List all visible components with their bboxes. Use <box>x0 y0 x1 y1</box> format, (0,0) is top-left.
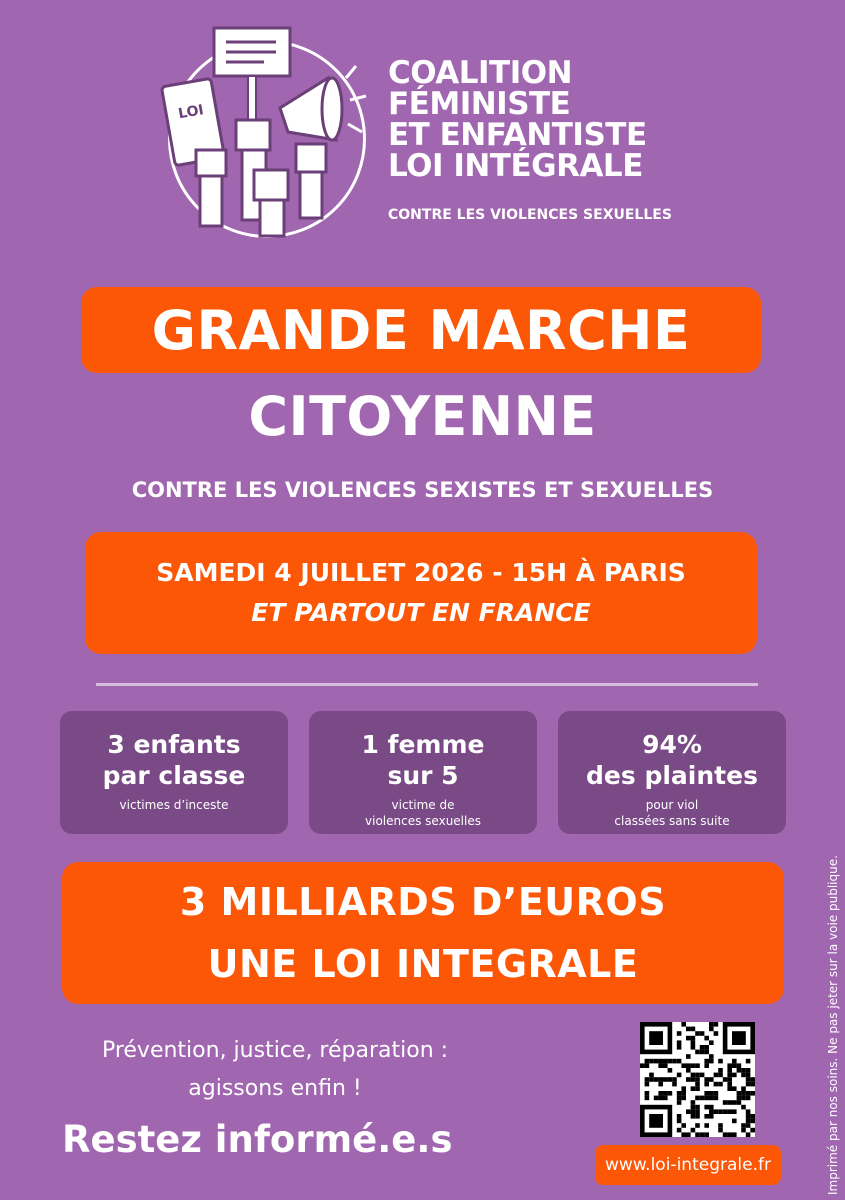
qr-module <box>714 1096 719 1101</box>
stat-card-incest <box>60 711 288 834</box>
qr-module <box>750 1128 755 1133</box>
qr-module <box>718 1073 723 1078</box>
qr-module <box>695 1105 700 1110</box>
qr-module <box>654 1059 659 1064</box>
qr-module <box>658 1096 663 1101</box>
qr-module <box>645 1096 650 1101</box>
qr-module <box>649 1077 654 1082</box>
qr-module <box>640 1063 645 1068</box>
qr-module <box>649 1073 654 1078</box>
coalition-subtitle: CONTRE LES VIOLENCES SEXUELLES <box>388 207 672 223</box>
qr-module <box>727 1100 732 1105</box>
qr-code-icon[interactable] <box>640 1022 755 1137</box>
qr-module <box>681 1063 686 1068</box>
qr-module <box>681 1022 686 1027</box>
stay-informed-text: Restez informé.e.s <box>62 1118 453 1161</box>
qr-module <box>704 1096 709 1101</box>
demand-line1: 3 MILLIARDS D’EUROS <box>179 880 667 924</box>
qr-module <box>649 1031 663 1045</box>
qr-module <box>691 1128 696 1133</box>
qr-module <box>750 1119 755 1124</box>
qr-module <box>658 1082 663 1087</box>
qr-module <box>663 1091 668 1096</box>
qr-module <box>663 1063 668 1068</box>
qr-module <box>677 1040 682 1045</box>
stat-big-line: par classe <box>102 761 246 790</box>
qr-module <box>741 1123 746 1128</box>
qr-module <box>727 1073 732 1078</box>
qr-module <box>695 1050 700 1055</box>
stat-small-line <box>558 797 786 829</box>
qr-module <box>658 1077 663 1082</box>
title-line1: GRANDE MARCHE <box>151 298 691 362</box>
qr-module <box>741 1073 746 1078</box>
qr-module <box>672 1059 677 1064</box>
qr-module <box>741 1096 746 1101</box>
qr-module <box>658 1063 663 1068</box>
qr-module <box>645 1063 650 1068</box>
prevention-line: Prévention, justice, réparation : <box>101 1038 449 1063</box>
qr-module <box>718 1059 723 1064</box>
qr-module <box>709 1077 714 1082</box>
qr-module <box>704 1050 709 1055</box>
qr-module <box>704 1082 709 1087</box>
stat-card-complaints <box>558 711 786 834</box>
qr-module <box>718 1068 723 1073</box>
qr-module <box>691 1100 696 1105</box>
qr-module <box>695 1109 700 1114</box>
qr-module <box>732 1063 737 1068</box>
qr-module <box>746 1123 751 1128</box>
qr-module <box>695 1077 700 1082</box>
stat-card-women <box>309 711 537 834</box>
qr-module <box>750 1082 755 1087</box>
qr-module <box>672 1077 677 1082</box>
qr-module <box>741 1091 746 1096</box>
qr-module <box>732 1109 737 1114</box>
qr-module <box>750 1114 755 1119</box>
qr-module <box>709 1105 714 1110</box>
qr-module <box>704 1059 709 1064</box>
qr-module <box>746 1114 751 1119</box>
qr-module <box>714 1091 719 1096</box>
qr-module <box>709 1054 714 1059</box>
qr-module <box>695 1114 700 1119</box>
stat-small-text: violences sexuelles <box>365 814 481 828</box>
stat-small-text: pour viol <box>645 798 699 812</box>
qr-module <box>681 1091 686 1096</box>
qr-module <box>645 1059 650 1064</box>
qr-module <box>750 1091 755 1096</box>
qr-module <box>663 1059 668 1064</box>
qr-module <box>695 1082 700 1087</box>
qr-module <box>658 1059 663 1064</box>
qr-module <box>691 1114 696 1119</box>
qr-module <box>668 1059 673 1064</box>
qr-module <box>723 1100 728 1105</box>
qr-module <box>658 1091 663 1096</box>
qr-module <box>700 1031 705 1036</box>
qr-module <box>695 1063 700 1068</box>
qr-module <box>732 1086 737 1091</box>
qr-module <box>691 1040 696 1045</box>
qr-module <box>709 1091 714 1096</box>
title-banner <box>81 287 761 373</box>
qr-module <box>704 1045 709 1050</box>
qr-module <box>686 1068 691 1073</box>
qr-module <box>681 1096 686 1101</box>
stat-small-line: victimes d’inceste <box>119 798 229 812</box>
prevention-text <box>40 1032 510 1108</box>
qr-module <box>704 1114 709 1119</box>
qr-module <box>677 1031 682 1036</box>
qr-module <box>645 1091 650 1096</box>
qr-module <box>704 1036 709 1041</box>
qr-module <box>718 1082 723 1087</box>
qr-module <box>681 1123 686 1128</box>
qr-module <box>691 1073 696 1078</box>
qr-module <box>691 1105 696 1110</box>
qr-module <box>746 1082 751 1087</box>
qr-module <box>704 1077 709 1082</box>
qr-module <box>718 1109 723 1114</box>
qr-module <box>714 1109 719 1114</box>
qr-module <box>704 1105 709 1110</box>
qr-module <box>746 1091 751 1096</box>
qr-module <box>691 1086 696 1091</box>
qr-module <box>686 1109 691 1114</box>
qr-module <box>700 1045 705 1050</box>
stat-small-line <box>309 797 537 829</box>
megaphone-icon <box>280 66 366 140</box>
qr-module <box>709 1022 714 1027</box>
location-line: ET PARTOUT EN FRANCE <box>251 598 591 627</box>
qr-module <box>709 1027 714 1032</box>
qr-module <box>654 1077 659 1082</box>
event-subtitle: CONTRE LES VIOLENCES SEXISTES ET SEXUELLES <box>131 478 714 502</box>
qr-module <box>709 1040 714 1045</box>
qr-module <box>723 1109 728 1114</box>
stat-big-line: 1 femme <box>361 730 485 759</box>
qr-module <box>732 1100 737 1105</box>
qr-module <box>737 1068 742 1073</box>
qr-module <box>700 1132 705 1137</box>
coalition-line: COALITION <box>388 55 573 91</box>
logo-illustration <box>150 20 380 250</box>
qr-module <box>691 1109 696 1114</box>
qr-module <box>746 1132 751 1137</box>
qr-module <box>686 1077 691 1082</box>
qr-module <box>686 1063 691 1068</box>
qr-module <box>750 1077 755 1082</box>
qr-module <box>691 1036 696 1041</box>
qr-module <box>645 1082 650 1087</box>
date-banner <box>85 532 757 654</box>
qr-module <box>672 1082 677 1087</box>
qr-module <box>649 1059 654 1064</box>
qr-module <box>700 1050 705 1055</box>
qr-module <box>668 1091 673 1096</box>
qr-module <box>746 1119 751 1124</box>
qr-module <box>677 1100 682 1105</box>
qr-module <box>677 1091 682 1096</box>
qr-module <box>723 1077 728 1082</box>
qr-module <box>714 1082 719 1087</box>
qr-module <box>695 1096 700 1101</box>
qr-module <box>695 1123 700 1128</box>
qr-module <box>741 1086 746 1091</box>
qr-module <box>746 1096 751 1101</box>
date-line: SAMEDI 4 JUILLET 2026 - 15H À PARIS <box>156 558 686 587</box>
qr-module <box>663 1096 668 1101</box>
qr-module <box>727 1082 732 1087</box>
qr-module <box>746 1073 751 1078</box>
qr-module <box>732 1059 737 1064</box>
qr-module <box>737 1100 742 1105</box>
qr-module <box>677 1114 682 1119</box>
qr-module <box>746 1109 751 1114</box>
qr-module <box>681 1086 686 1091</box>
qr-module <box>677 1096 682 1101</box>
stat-big-line: des plaintes <box>586 761 758 790</box>
qr-module <box>714 1031 719 1036</box>
qr-module <box>741 1105 746 1110</box>
qr-module <box>732 1119 737 1124</box>
qr-module <box>691 1045 696 1050</box>
qr-module <box>727 1077 732 1082</box>
qr-module <box>654 1096 659 1101</box>
qr-module <box>677 1045 682 1050</box>
qr-module <box>732 1073 737 1078</box>
qr-module <box>723 1132 728 1137</box>
qr-module <box>709 1114 714 1119</box>
qr-module <box>691 1063 696 1068</box>
qr-module <box>681 1132 686 1137</box>
qr-module <box>704 1132 709 1137</box>
logo-book-text: LOI <box>177 102 206 123</box>
qr-module <box>686 1054 691 1059</box>
sign-icon <box>214 28 290 120</box>
qr-module <box>691 1027 696 1032</box>
qr-module <box>709 1096 714 1101</box>
stat-small-text: classées sans suite <box>614 814 730 828</box>
qr-module <box>727 1086 732 1091</box>
website-link[interactable]: www.loi-integrale.fr <box>595 1145 781 1185</box>
qr-module <box>695 1132 700 1137</box>
qr-module <box>677 1059 682 1064</box>
qr-module <box>709 1059 714 1064</box>
stat-big-line: 3 enfants <box>107 730 241 759</box>
qr-module <box>677 1119 682 1124</box>
demand-line2: UNE LOI INTEGRALE <box>207 942 639 986</box>
title-line2: CITOYENNE <box>248 385 597 448</box>
qr-module <box>686 1027 691 1032</box>
qr-module <box>691 1077 696 1082</box>
prevention-line: agissons enfin ! <box>188 1076 362 1101</box>
coalition-line: ET ENFANTISTE <box>388 117 647 153</box>
coalition-line: LOI INTÉGRALE <box>388 148 643 184</box>
qr-module <box>727 1063 732 1068</box>
qr-module <box>695 1086 700 1091</box>
qr-module <box>668 1077 673 1082</box>
qr-module <box>686 1132 691 1137</box>
qr-module <box>663 1077 668 1082</box>
qr-module <box>695 1073 700 1078</box>
print-notice: Imprimé par nos soins. Ne pas jeter sur la voie publique. <box>826 855 840 1195</box>
qr-module <box>668 1068 673 1073</box>
qr-module <box>700 1096 705 1101</box>
qr-module <box>677 1128 682 1133</box>
qr-module <box>677 1073 682 1078</box>
qr-module <box>741 1068 746 1073</box>
qr-module <box>718 1123 723 1128</box>
qr-module <box>686 1036 691 1041</box>
qr-module <box>714 1073 719 1078</box>
qr-module <box>732 1132 737 1137</box>
stat-big-line: 94% <box>642 730 702 759</box>
qr-module <box>714 1022 719 1027</box>
qr-module <box>718 1128 723 1133</box>
qr-module <box>727 1068 732 1073</box>
qr-module <box>649 1114 663 1128</box>
coalition-line: FÉMINISTE <box>388 86 571 122</box>
qr-module <box>737 1091 742 1096</box>
qr-module <box>727 1109 732 1114</box>
qr-module <box>695 1031 700 1036</box>
qr-module <box>737 1063 742 1068</box>
qr-module <box>746 1059 751 1064</box>
coalition-name <box>388 55 718 184</box>
qr-module <box>709 1109 714 1114</box>
stat-small-text: victime de <box>391 798 455 812</box>
qr-module <box>704 1063 709 1068</box>
qr-module <box>645 1077 650 1082</box>
qr-module <box>732 1031 746 1045</box>
qr-module <box>741 1128 746 1133</box>
qr-module <box>727 1132 732 1137</box>
divider <box>96 683 758 686</box>
qr-module <box>746 1068 751 1073</box>
qr-module <box>700 1073 705 1078</box>
demand-banner <box>62 862 784 1004</box>
qr-module <box>704 1091 709 1096</box>
qr-module <box>704 1123 709 1128</box>
qr-module <box>737 1096 742 1101</box>
stat-big-line: sur 5 <box>387 761 459 790</box>
qr-module <box>746 1077 751 1082</box>
